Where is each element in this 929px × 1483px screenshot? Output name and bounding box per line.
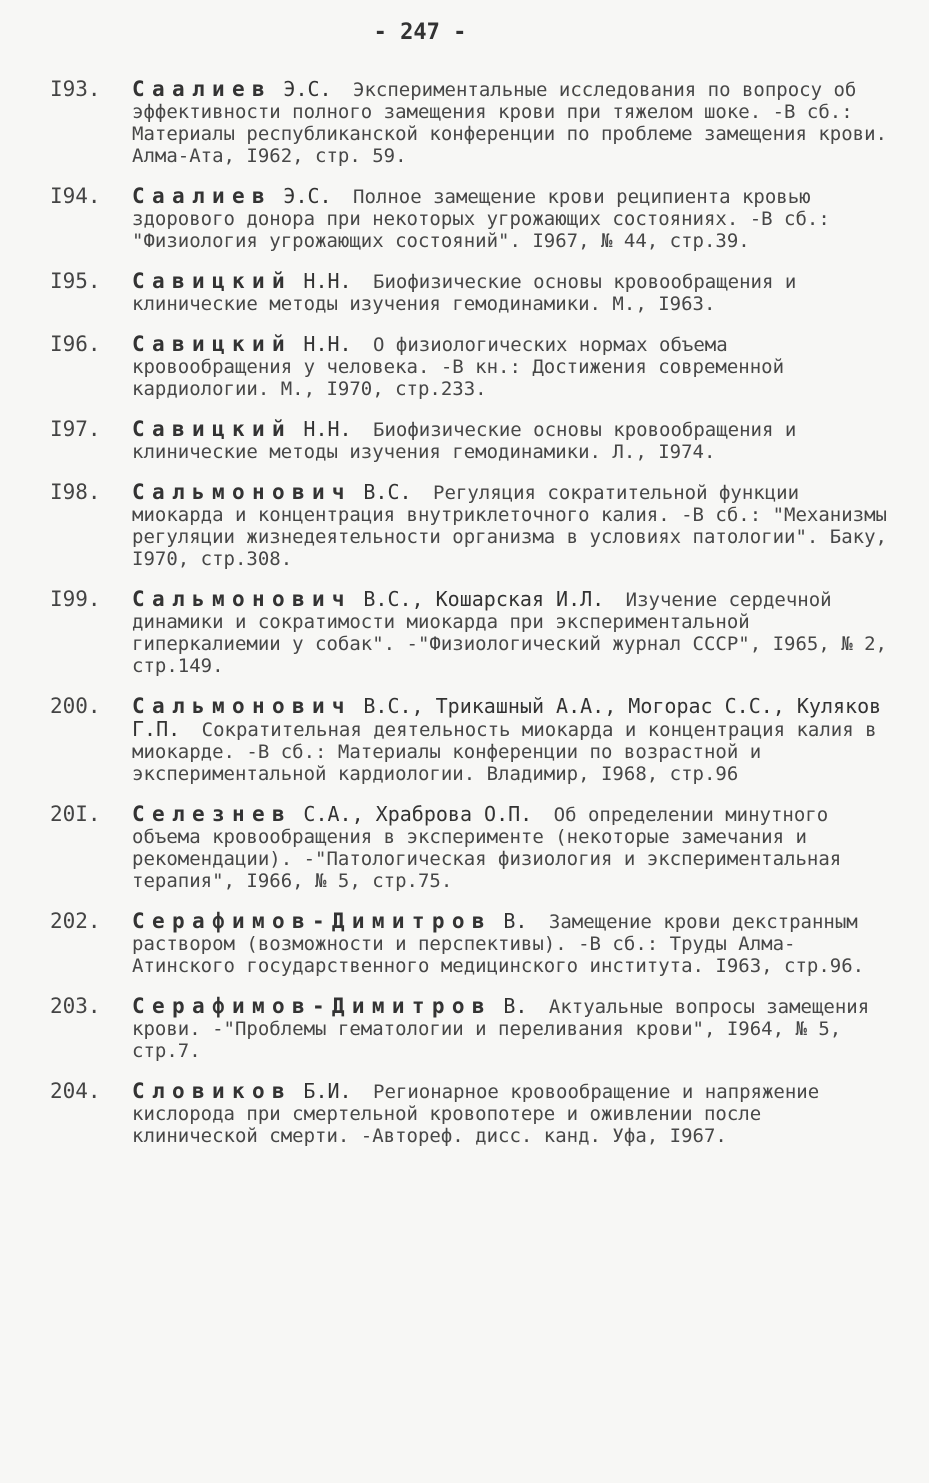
entry-author: Серафимов-Димитров: [132, 994, 492, 1018]
entry-body: Сократительная деятельность миокарда и концентрация калия в миокарде. -В сб.: Материалы конференции по возрастной и экспериментальной кардиологии. Владимир, I968, стр.96: [132, 719, 877, 785]
entry-number: I94.: [50, 184, 101, 208]
entry-text: [132, 333, 890, 400]
entry-text: [132, 995, 890, 1062]
entry-initials: В.: [503, 994, 528, 1018]
entry-text: [132, 695, 890, 785]
entry-number: 204.: [50, 1079, 101, 1103]
entry-body: Биофизические основы кровообращения и клинические методы изучения гемодинамики. М., I963.: [132, 271, 797, 315]
entry-initials: Н.Н.: [303, 417, 352, 441]
entry-author: Сальмонович: [132, 694, 352, 718]
entry-author: Словиков: [132, 1079, 292, 1103]
entry-text: [132, 588, 890, 677]
entry-text: [132, 803, 890, 892]
entry-text: [132, 481, 890, 570]
entry-author: Селезнев: [132, 802, 292, 826]
entry-initials: Э.С.: [283, 77, 332, 101]
entry-number: I97.: [50, 417, 101, 441]
bibliography-entry: [50, 1080, 890, 1147]
entry-body: Полное замещение крови реципиента кровью здорового донора при некоторых угрожающих состояниях. -В сб.: "Физиология угрожающих состояний". I967, № 44, стр.39.: [132, 186, 830, 252]
entry-initials: С.А., Храброва О.П.: [303, 802, 533, 826]
entry-initials: Н.Н.: [303, 332, 352, 356]
entry-number: 20I.: [50, 802, 101, 826]
entry-number: I93.: [50, 77, 101, 101]
entry-number: I96.: [50, 332, 101, 356]
entry-initials: В.: [503, 909, 528, 933]
entry-body: Актуальные вопросы замещения крови. -"Проблемы гематологии и переливания крови", I964, № 5, стр.7.: [132, 996, 870, 1062]
page-number: - 247 -: [373, 20, 467, 45]
entry-number: I95.: [50, 269, 101, 293]
entry-body: Замещение крови декстранным раствором (возможности и перспективы). -В сб.: Труды Алма-Атинского государственного медицинского института. I963, стр.96.: [132, 911, 865, 977]
entry-initials: Н.Н.: [303, 269, 352, 293]
entry-author: Саалиев: [132, 77, 272, 101]
entry-initials: В.С.: [363, 480, 412, 504]
entry-author: Савицкий: [132, 417, 292, 441]
entry-author: Саалиев: [132, 184, 272, 208]
bibliography-entry: [50, 588, 890, 677]
entry-number: 200.: [50, 694, 101, 718]
entry-body: Регионарное кровообращение и напряжение кислорода при смертельной кровопотере и оживлении после клинической смерти. -Автореф. дисс. канд. Уфа, I967.: [132, 1081, 820, 1147]
bibliography-entry: [50, 695, 890, 785]
entry-body: Регуляция сократительной функции миокарда и концентрация внутриклеточного калия. -В сб.: "Механизмы регуляции жизнедеятельности организма в условиях патологии". Баку, I970, стр.308.: [132, 482, 887, 570]
entry-initials: Б.И.: [303, 1079, 352, 1103]
entry-body: Биофизические основы кровообращения и клинические методы изучения гемодинамики. Л., I974.: [132, 419, 797, 463]
entry-author: Сальмонович: [132, 480, 352, 504]
entry-number: I98.: [50, 480, 101, 504]
entry-initials: В.С., Трикашный А.А., Могорас С.С., Куляков Г.П.: [132, 694, 882, 741]
bibliography-entry: [50, 995, 890, 1062]
entry-body: Об определении минутного объема кровообращения в эксперименте (некоторые замечания и рекомендации). -"Патологическая физиология и экспериментальная терапия", I966, № 5, стр.75.: [132, 804, 842, 892]
entry-text: [132, 418, 890, 463]
entry-text: [132, 78, 890, 167]
entry-text: [132, 270, 890, 315]
entry-initials: Э.С.: [283, 184, 332, 208]
bibliography-entry: [50, 910, 890, 977]
entry-author: Савицкий: [132, 332, 292, 356]
entry-author: Сальмонович: [132, 587, 352, 611]
bibliography-entry: [50, 78, 890, 167]
entry-number: 203.: [50, 994, 101, 1018]
entry-author: Серафимов-Димитров: [132, 909, 492, 933]
entry-text: [132, 910, 890, 977]
bibliography-entry: [50, 185, 890, 252]
entry-text: [132, 1080, 890, 1147]
bibliography-entry: [50, 481, 890, 570]
entry-body: Изучение сердечной динамики и сократимости миокарда при экспериментальной гиперкалиемии у собак". -"Физиологический журнал СССР", I965, № 2, стр.149.: [132, 589, 887, 677]
entry-body: Экспериментальные исследования по вопросу об эффективности полного замещения крови при тяжелом шоке. -В сб.: Материалы республиканской конференции по проблеме замещения крови. Алма-Ата, I962, стр. 59.: [132, 79, 887, 167]
entry-number: 202.: [50, 909, 101, 933]
entry-author: Савицкий: [132, 269, 292, 293]
entry-text: [132, 185, 890, 252]
bibliography-entry: [50, 803, 890, 892]
bibliography-entry: [50, 418, 890, 463]
entry-body: О физиологических нормах объема кровообращения у человека. -В кн.: Достижения современной кардиологии. М., I970, стр.233.: [132, 334, 785, 400]
entry-initials: В.С., Кошарская И.Л.: [363, 587, 605, 611]
entry-number: I99.: [50, 587, 101, 611]
entry-list: [50, 78, 890, 1165]
bibliography-entry: [50, 333, 890, 400]
bibliography-entry: [50, 270, 890, 315]
